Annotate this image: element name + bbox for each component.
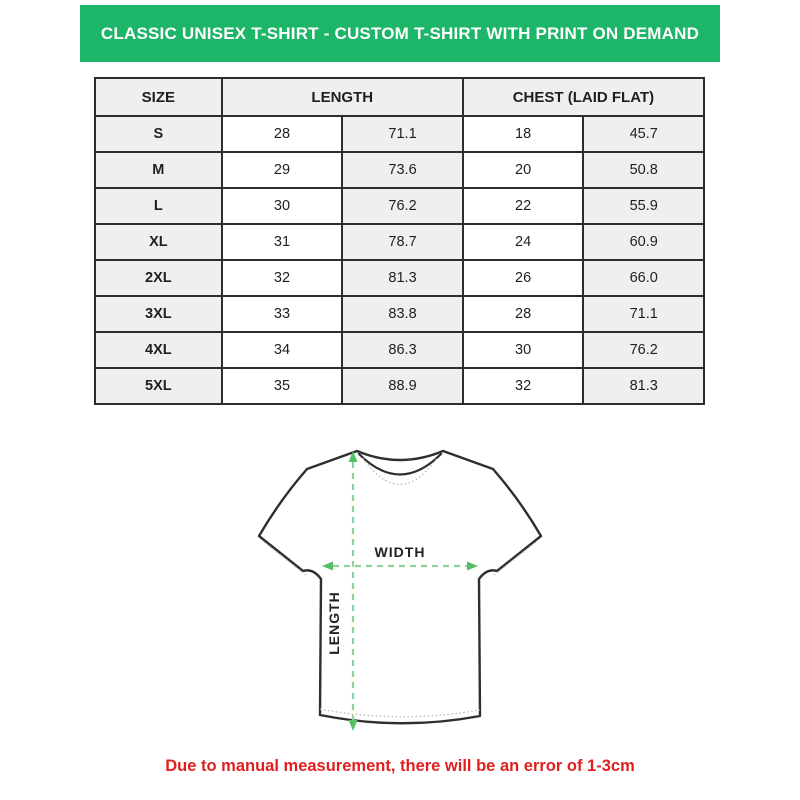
cell-size: L xyxy=(95,188,222,224)
cell-chest-cm: 71.1 xyxy=(583,296,704,332)
tshirt-diagram-svg xyxy=(250,438,550,748)
cell-chest-cm: 81.3 xyxy=(583,368,704,404)
cell-size: XL xyxy=(95,224,222,260)
cell-length-cm: 76.2 xyxy=(342,188,463,224)
cell-chest-in: 20 xyxy=(463,152,584,188)
cell-length-in: 32 xyxy=(222,260,343,296)
cell-chest-cm: 55.9 xyxy=(583,188,704,224)
page-title: CLASSIC UNISEX T-SHIRT - CUSTOM T-SHIRT WITH PRINT ON DEMAND xyxy=(100,23,700,43)
disclaimer-text: Due to manual measurement, there will be an error of 1-3cm xyxy=(165,757,635,775)
table-row xyxy=(95,152,704,188)
cell-length-in: 29 xyxy=(222,152,343,188)
cell-chest-cm: 66.0 xyxy=(583,260,704,296)
cell-size: 5XL xyxy=(95,368,222,404)
cell-chest-in: 24 xyxy=(463,224,584,260)
cell-chest-in: 28 xyxy=(463,296,584,332)
tshirt-measurement-diagram xyxy=(250,438,550,748)
table-header-row xyxy=(95,78,704,116)
cell-length-in: 31 xyxy=(222,224,343,260)
cell-size: 3XL xyxy=(95,296,222,332)
cell-length-in: 28 xyxy=(222,116,343,152)
table-row xyxy=(95,296,704,332)
cell-chest-in: 18 xyxy=(463,116,584,152)
cell-chest-cm: 50.8 xyxy=(583,152,704,188)
cell-length-in: 30 xyxy=(222,188,343,224)
cell-chest-cm: 45.7 xyxy=(583,116,704,152)
cell-chest-in: 26 xyxy=(463,260,584,296)
cell-length-cm: 88.9 xyxy=(342,368,463,404)
tshirt-outline-icon xyxy=(259,451,541,723)
title-banner xyxy=(80,5,720,62)
table-row xyxy=(95,260,704,296)
cell-length-in: 35 xyxy=(222,368,343,404)
table-row xyxy=(95,368,704,404)
table-row xyxy=(95,332,704,368)
length-label: LENGTH xyxy=(326,591,342,655)
cell-size: M xyxy=(95,152,222,188)
cell-length-cm: 81.3 xyxy=(342,260,463,296)
measurement-disclaimer xyxy=(0,757,800,776)
cell-length-cm: 73.6 xyxy=(342,152,463,188)
table-row xyxy=(95,188,704,224)
cell-length-cm: 78.7 xyxy=(342,224,463,260)
header-size: SIZE xyxy=(95,78,222,116)
cell-length-cm: 71.1 xyxy=(342,116,463,152)
header-chest: CHEST (LAID FLAT) xyxy=(463,78,704,116)
cell-chest-cm: 76.2 xyxy=(583,332,704,368)
cell-length-in: 33 xyxy=(222,296,343,332)
cell-size: 4XL xyxy=(95,332,222,368)
table-row xyxy=(95,224,704,260)
cell-length-in: 34 xyxy=(222,332,343,368)
size-table xyxy=(94,77,705,405)
cell-chest-cm: 60.9 xyxy=(583,224,704,260)
cell-length-cm: 83.8 xyxy=(342,296,463,332)
cell-size: 2XL xyxy=(95,260,222,296)
table-row xyxy=(95,116,704,152)
cell-chest-in: 32 xyxy=(463,368,584,404)
cell-chest-in: 22 xyxy=(463,188,584,224)
cell-size: S xyxy=(95,116,222,152)
header-length: LENGTH xyxy=(222,78,463,116)
cell-chest-in: 30 xyxy=(463,332,584,368)
width-label: WIDTH xyxy=(374,544,426,560)
cell-length-cm: 86.3 xyxy=(342,332,463,368)
